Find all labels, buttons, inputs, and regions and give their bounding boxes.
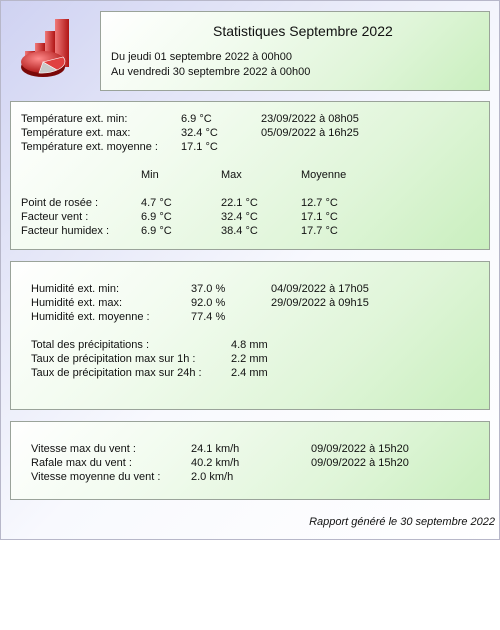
temp-max-value: 32.4 °C [181, 127, 218, 139]
report-generated-note: Rapport généré le 30 septembre 2022 [309, 516, 495, 528]
hum-avg-label: Humidité ext. moyenne : [31, 311, 150, 323]
temp-max-label: Température ext. max: [21, 127, 131, 139]
temp-avg-label: Température ext. moyenne : [21, 141, 158, 153]
windchill-avg: 17.1 °C [301, 211, 338, 223]
temperature-panel [10, 101, 490, 250]
col-header-min: Min [141, 169, 159, 181]
header-panel [100, 11, 490, 91]
humidex-label: Facteur humidex : [21, 225, 110, 237]
page-title: Statistiques Septembre 2022 [213, 23, 393, 39]
humidity-panel [10, 261, 490, 410]
dewpoint-min: 4.7 °C [141, 197, 172, 209]
wind-max-value: 24.1 km/h [191, 443, 240, 455]
humidex-avg: 17.7 °C [301, 225, 338, 237]
wind-panel [10, 421, 490, 500]
rain-total-label: Total des précipitations : [31, 339, 150, 351]
dewpoint-label: Point de rosée : [21, 197, 99, 209]
temp-max-date: 05/09/2022 à 16h25 [261, 127, 359, 139]
hum-min-date: 04/09/2022 à 17h05 [271, 283, 369, 295]
gust-max-label: Rafale max du vent : [31, 457, 132, 469]
windchill-label: Facteur vent : [21, 211, 89, 223]
hum-max-date: 29/09/2022 à 09h15 [271, 297, 369, 309]
period-to: Au vendredi 30 septembre 2022 à 00h00 [111, 66, 311, 78]
wind-avg-value: 2.0 km/h [191, 471, 234, 483]
rain-total-value: 4.8 mm [231, 339, 268, 351]
gust-max-date: 09/09/2022 à 15h20 [311, 457, 409, 469]
rain-rate-1h-value: 2.2 mm [231, 353, 268, 365]
wind-avg-label: Vitesse moyenne du vent : [31, 471, 161, 483]
windchill-min: 6.9 °C [141, 211, 172, 223]
temp-min-label: Température ext. min: [21, 113, 128, 125]
windchill-max: 32.4 °C [221, 211, 258, 223]
col-header-max: Max [221, 169, 242, 181]
period-from: Du jeudi 01 septembre 2022 à 00h00 [111, 51, 293, 63]
temp-min-date: 23/09/2022 à 08h05 [261, 113, 359, 125]
rain-rate-1h-label: Taux de précipitation max sur 1h : [31, 353, 196, 365]
humidex-max: 38.4 °C [221, 225, 258, 237]
dewpoint-max: 22.1 °C [221, 197, 258, 209]
humidex-min: 6.9 °C [141, 225, 172, 237]
hum-avg-value: 77.4 % [191, 311, 226, 323]
temp-min-value: 6.9 °C [181, 113, 212, 125]
wind-max-label: Vitesse max du vent : [31, 443, 136, 455]
hum-max-label: Humidité ext. max: [31, 297, 123, 309]
temp-avg-value: 17.1 °C [181, 141, 218, 153]
dewpoint-avg: 12.7 °C [301, 197, 338, 209]
hum-max-value: 92.0 % [191, 297, 226, 309]
col-header-avg: Moyenne [301, 169, 347, 181]
gust-max-value: 40.2 km/h [191, 457, 240, 469]
rain-rate-24h-value: 2.4 mm [231, 367, 268, 379]
chart-pie-bar-icon [17, 15, 77, 81]
hum-min-value: 37.0 % [191, 283, 226, 295]
wind-max-date: 09/09/2022 à 15h20 [311, 443, 409, 455]
rain-rate-24h-label: Taux de précipitation max sur 24h : [31, 367, 202, 379]
hum-min-label: Humidité ext. min: [31, 283, 120, 295]
